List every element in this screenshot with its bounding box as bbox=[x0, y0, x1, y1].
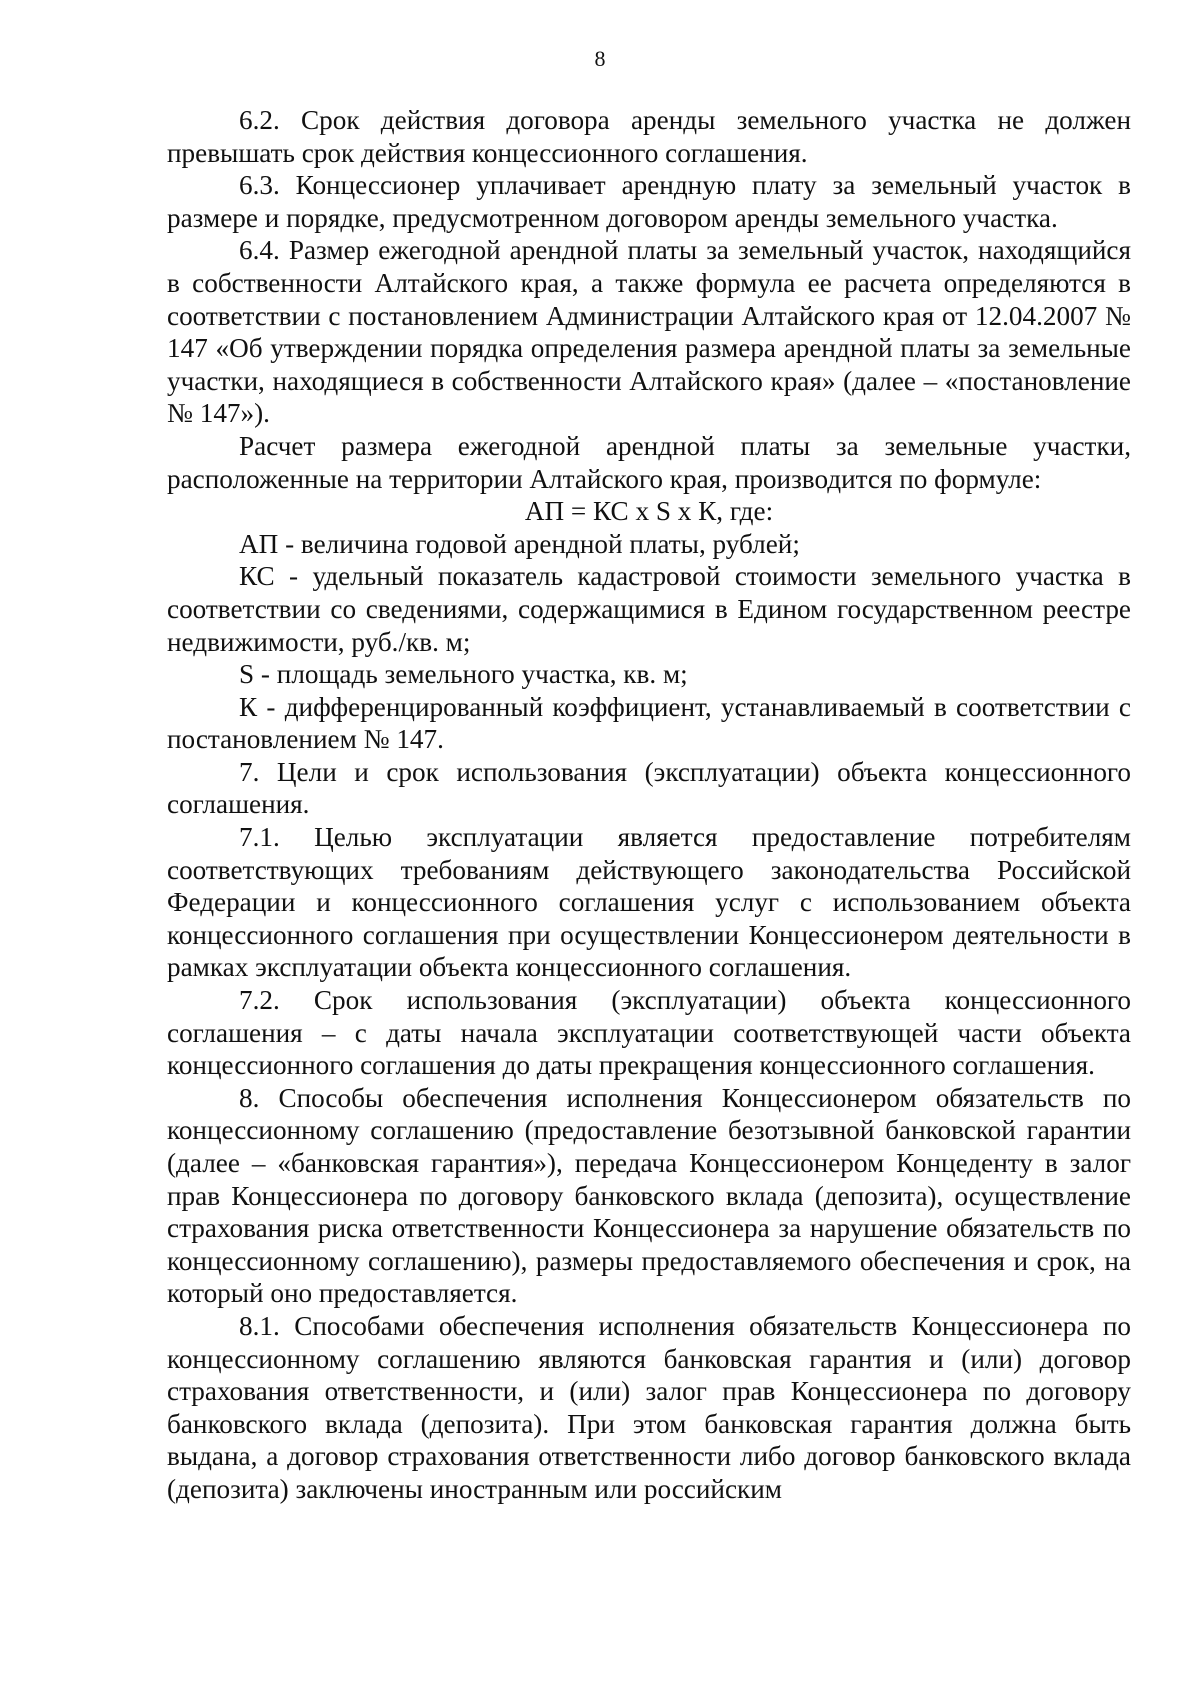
paragraph-8-1: 8.1. Способами обеспечения исполнения обязательств Концессионера по концессионному соглашению являются банковская гарантия и (или) договор страхования ответственности, и (или) залог прав Концессионера по договору банковского вклада (депозита). При этом банковская гарантия должна быть выдана, а договор страхования ответственности либо договор банковского вклада (депозита) заключены иностранным или российским bbox=[167, 1310, 1131, 1504]
formula-term-ap: АП - величина годовой арендной платы, рублей; bbox=[239, 528, 800, 559]
paragraph-rent-calculation: Расчет размера ежегодной арендной платы за земельные участки, расположенные на территории Алтайского края, производится по формуле: bbox=[167, 430, 1131, 494]
paragraph-6-2: 6.2. Срок действия договора аренды земельного участка не должен превышать срок действия концессионного соглашения. bbox=[167, 105, 1131, 168]
paragraph-8: 8. Способы обеспечения исполнения Концессионером обязательств по концессионному соглашению (предоставление безотзывной банковской гарантии (далее – «банковская гарантия»), передача Концессионером Концеденту в залог прав Концессионера по договору банковского вклада (депозита), осуществление страхования риска ответственности Концессионера за нарушение обязательств по концессионному соглашению), размеры предоставляемого обеспечения и срок, на который оно предоставляется. bbox=[167, 1082, 1131, 1309]
paragraph-6-4: 6.4. Размер ежегодной арендной платы за земельный участок, находящийся в собственности Алтайского края, а также формула ее расчета определяются в соответствии с постановлением Администрации Алтайского края от 12.04.2007 № 147 «Об утверждении порядка определения размера арендной платы за земельные участки, находящиеся в собственности Алтайского края» (далее – «постановление № 147»). bbox=[167, 235, 1131, 429]
formula-term-s: S - площадь земельного участка, кв. м; bbox=[239, 659, 688, 690]
paragraph-7-2: 7.2. Срок использования (эксплуатации) объекта концессионного соглашения – с даты начала эксплуатации соответствующей части объекта концессионного соглашения до даты прекращения концессионного соглашения. bbox=[167, 985, 1131, 1081]
formula-term-k: К - дифференцированный коэффициент, устанавливаемый в соответствии с постановлением № 147. bbox=[167, 691, 1131, 755]
paragraph-6-3: 6.3. Концессионер уплачивает арендную плату за земельный участок в размере и порядке, предусмотренном договором аренды земельного участка. bbox=[167, 170, 1131, 233]
rent-formula: АП = КС х S х К, где: bbox=[524, 496, 774, 527]
paragraph-7-1: 7.1. Целью эксплуатации является предоставление потребителям соответствующих требованиям действующего законодательства Российской Федерации и концессионного соглашения услуг с использованием объекта концессионного соглашения при осуществлении Концессионером деятельности в рамках эксплуатации объекта концессионного соглашения. bbox=[167, 822, 1131, 983]
page-number: 8 bbox=[594, 46, 606, 71]
formula-term-ks: КС - удельный показатель кадастровой стоимости земельного участка в соответствии со сведениями, содержащимися в Едином государственном реестре недвижимости, руб./кв. м; bbox=[167, 561, 1131, 657]
document-body bbox=[167, 104, 1131, 1506]
paragraph-7: 7. Цели и срок использования (эксплуатации) объекта концессионного соглашения. bbox=[167, 756, 1131, 820]
